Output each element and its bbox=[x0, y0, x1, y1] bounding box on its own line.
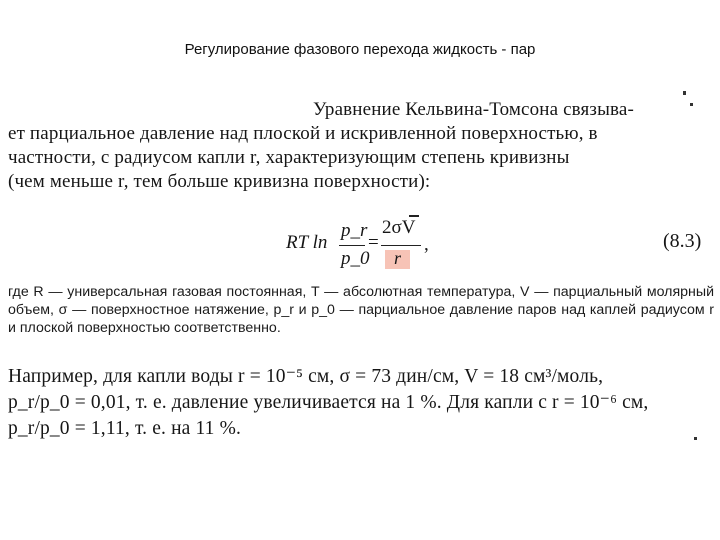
slide-title: Регулирование фазового перехода жидкость - пар bbox=[184, 41, 536, 58]
paragraph-line: Уравнение Кельвина-Томсона связыва- bbox=[313, 99, 634, 120]
paragraph-line: Например, для капли воды r = 10⁻⁵ см, σ = 73 дин/см, V = 18 см³/моль, bbox=[8, 366, 604, 387]
paragraph-line: частности, с радиусом капли r, характеризующим степень кривизны bbox=[8, 147, 570, 168]
paragraph-line: p_r/p_0 = 0,01, т. е. давление увеличивается на 1 %. Для капли с r = 10⁻⁶ см, bbox=[8, 392, 649, 413]
formula-equals: = bbox=[368, 232, 379, 253]
formula-rhs-denominator: r bbox=[394, 248, 402, 268]
fraction-bar bbox=[381, 245, 421, 246]
formula-lhs: RT ln bbox=[286, 232, 328, 253]
paragraph-example bbox=[8, 364, 714, 442]
formula-rhs-numerator: 2σV bbox=[382, 217, 416, 238]
formula-trail: , bbox=[424, 234, 429, 255]
fraction-bar bbox=[339, 245, 365, 246]
formula-denominator: p_0 bbox=[341, 248, 370, 269]
scan-speck bbox=[683, 91, 686, 95]
equation-number: (8.3) bbox=[663, 230, 702, 252]
paragraph-line: ет парциальное давление над плоской и искривленной поверхностью, в bbox=[8, 123, 598, 144]
paragraph-line: (чем меньше r, тем больше кривизна поверхности): bbox=[8, 171, 431, 192]
paragraph-notation: где R — универсальная газовая постоянная, T — абсолютная температура, V — парциальный молярный объем, σ — поверхностное натяжение, p_r и p_0 — парциальное давление паров над каплей радиусом r и плоской поверхностью соответственно. bbox=[8, 284, 714, 336]
paragraph-line: p_r/p_0 = 1,11, т. е. на 11 %. bbox=[8, 418, 242, 439]
kelvin-equation bbox=[0, 210, 720, 280]
formula-numerator: p_r bbox=[341, 220, 368, 241]
vbar-overline bbox=[409, 215, 419, 217]
paragraph-kelvin-intro bbox=[8, 98, 714, 194]
